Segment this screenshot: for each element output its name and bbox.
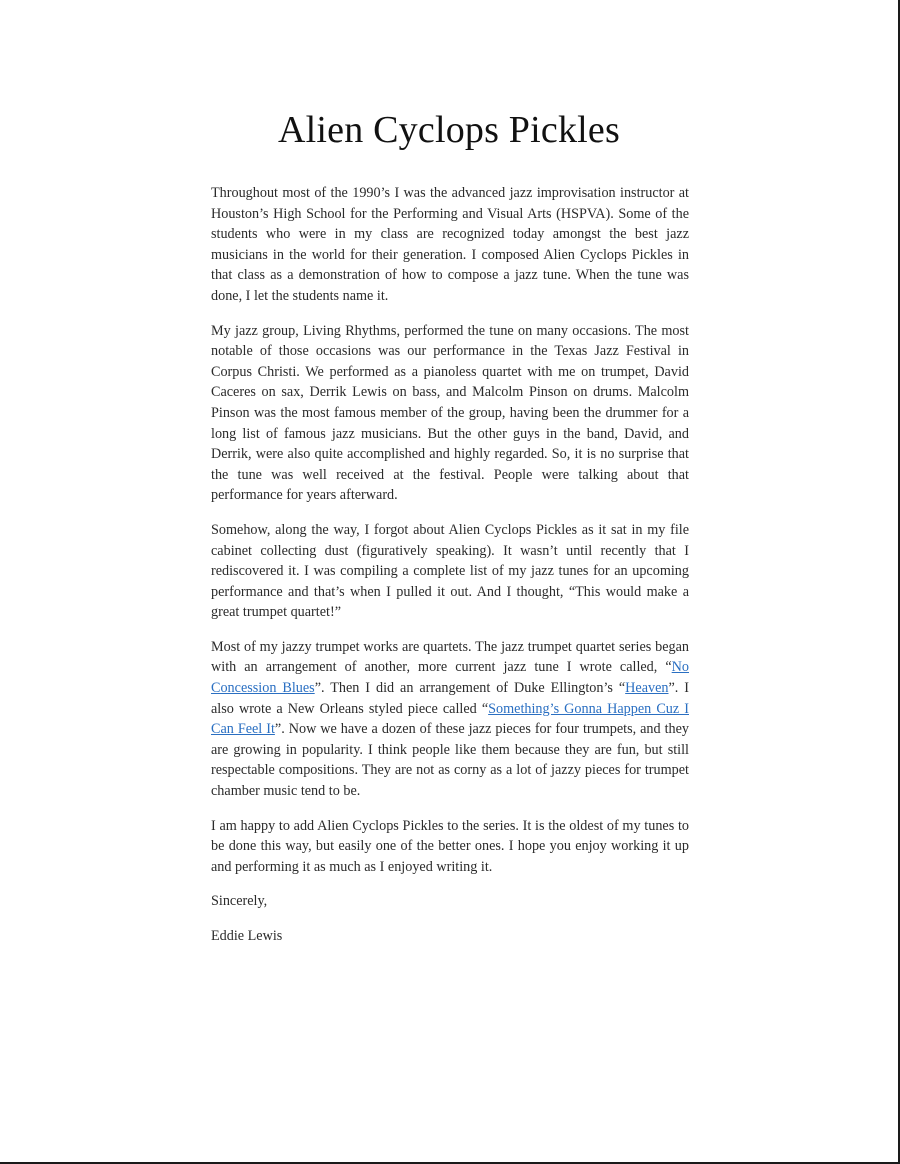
closing: Sincerely, bbox=[211, 893, 268, 910]
paragraph-3: Somehow, along the way, I forgot about Alien Cyclops Pickles as it sat in my file cabinet collecting dust (figuratively speaking). It wasn’t until recently that I rediscovered it. I was compiling a complete list of my jazz tunes for an upcoming performance and that’s when I pulled it out. And I thought, “This would make a great trumpet quartet!” bbox=[211, 521, 689, 621]
paragraph-1: Throughout most of the 1990’s I was the advanced jazz improvisation instructor at Houston’s High School for the Performing and Visual Arts (HSPVA). Some of the students who were in my class are recognized today amongst the best jazz musicians in the world for their generation. I composed Alien Cyclops Pickles in that class as a demonstration of how to compose a jazz tune. When the tune was done, I let the students name it. bbox=[211, 185, 689, 304]
paragraph-4-text-4: ”. Now we have a dozen of these jazz pieces for four trumpets, and they are growing in popularity. I think people like them because they are fun, but still respectable compositions. They are not as corny as a lot of jazzy pieces for trumpet chamber music tend to be. bbox=[211, 721, 690, 800]
paragraph-2: My jazz group, Living Rhythms, performed the tune on many occasions. The most notable of those occasions was our performance in the Texas Jazz Festival in Corpus Christi. We performed as a pianoless quartet with me on trumpet, David Caceres on sax, Derrik Lewis on bass, and Malcolm Pinson on drums. Malcolm Pinson was the most famous member of the group, having been the drummer for a long list of famous jazz musicians. But the other guys in the band, David, and Derrik, were also quite accomplished and highly regarded. So, it is no surprise that the tune was well received at the festival. People were talking about that performance for years afterward. bbox=[211, 322, 689, 504]
paragraph-4-text-1: Most of my jazzy trumpet works are quartets. The jazz trumpet quartet series began with an arrangement of another, more current jazz tune I wrote called, “ bbox=[211, 638, 689, 676]
paragraph-5: I am happy to add Alien Cyclops Pickles to the series. It is the oldest of my tunes to be done this way, but easily one of the better ones. I hope you enjoy working it up and performing it as much as I enjoyed writing it. bbox=[211, 817, 689, 875]
paragraph-4-text-3: ”. I also wrote a New Orleans styled piece called “ bbox=[211, 680, 690, 717]
signature: Eddie Lewis bbox=[211, 928, 283, 944]
heaven-link[interactable]: Heaven bbox=[625, 680, 669, 697]
paragraph-4-text-2: ”. Then I did an arrangement of Duke Ellington’s “ bbox=[314, 680, 626, 697]
paragraph-4 bbox=[211, 637, 689, 802]
page-title: Alien Cyclops Pickles bbox=[278, 109, 620, 151]
no-concession-blues-link[interactable]: No Concession Blues bbox=[211, 659, 689, 697]
letter-body bbox=[211, 183, 689, 961]
somethings-gonna-happen-link[interactable]: Something’s Gonna Happen Cuz I Can Feel It bbox=[211, 700, 689, 738]
